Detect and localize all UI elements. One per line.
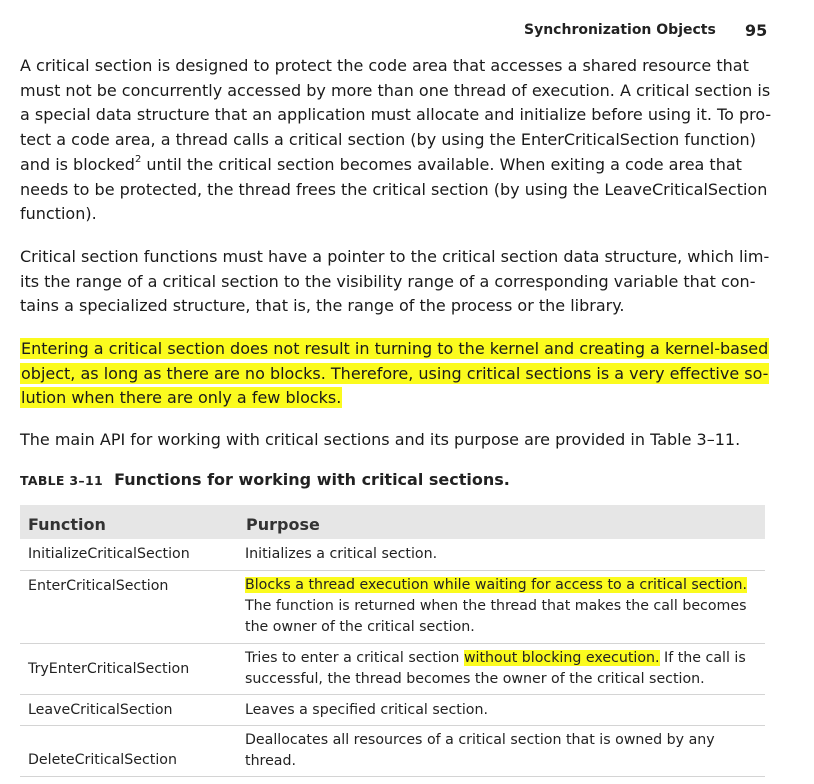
- table-row: [20, 726, 765, 777]
- table-row: [20, 571, 765, 644]
- highlighted-text: lution when there are only a few blocks.: [21, 388, 342, 408]
- text-line: The main API for working with critical sections and its purpose are provided in Table 3–11.: [20, 430, 741, 449]
- highlighted-text: without blocking execution.: [463, 650, 660, 666]
- text-fragment: and is blocked: [20, 154, 135, 174]
- column-header-function: Function: [28, 515, 106, 534]
- paragraph-function-pointer: [20, 245, 768, 319]
- text-fragment: until the critical section becomes available. When exiting a code area that: [141, 154, 742, 174]
- purpose-line: Leaves a specified critical section.: [245, 702, 488, 718]
- page-number: 95: [745, 21, 768, 40]
- purpose-line: Deallocates all resources of a critical section that is owned by any: [245, 732, 715, 748]
- highlighted-text: Entering a critical section does not result in turning to the kernel and creating a kernel-based: [21, 339, 769, 358]
- highlighted-text: Blocks a thread execution while waiting for access to a critical section.: [245, 577, 748, 593]
- table-title: Functions for working with critical sections.: [114, 470, 510, 489]
- table-row: [20, 695, 765, 726]
- purpose-line: The function is returned when the thread that makes the call becomes: [245, 597, 747, 614]
- paragraph-highlighted-kernel: [20, 337, 768, 411]
- text-line: tect a code area, a thread calls a critical section (by using the EnterCriticalSection function): [20, 130, 756, 150]
- function-purpose: [245, 544, 760, 565]
- purpose-line: the owner of the critical section.: [245, 618, 475, 635]
- purpose-line: [245, 648, 760, 669]
- function-purpose: [245, 700, 760, 721]
- highlighted-text: object, as long as there are no blocks. Therefore, using critical sections is a very effective so-: [21, 363, 769, 383]
- function-name: InitializeCriticalSection: [28, 546, 190, 562]
- purpose-line: [245, 575, 760, 596]
- text-line: Critical section functions must have a pointer to the critical section data structure, which lim-: [20, 247, 770, 266]
- text-line: needs to be protected, the thread frees the critical section (by using the LeaveCriticalSection: [20, 179, 768, 199]
- text-line: [20, 386, 768, 411]
- text-fragment: If the call is: [659, 650, 746, 666]
- footnote-marker: 2: [134, 154, 142, 166]
- text-line: [20, 362, 768, 387]
- paragraph-critical-section-intro: [20, 54, 772, 227]
- section-name: Synchronization Objects: [524, 22, 716, 38]
- function-name: DeleteCriticalSection: [28, 752, 177, 768]
- function-name: EnterCriticalSection: [28, 578, 169, 594]
- function-purpose: [245, 648, 760, 690]
- column-header-purpose: Purpose: [246, 515, 320, 534]
- purpose-line: Initializes a critical section.: [245, 546, 438, 562]
- functions-table: [20, 505, 765, 777]
- text-fragment: Tries to enter a critical section: [245, 650, 464, 666]
- purpose-line: successful, the thread becomes the owner of the critical section.: [245, 670, 705, 687]
- paragraph-main-api: [20, 428, 768, 453]
- text-line: A critical section is designed to protect the code area that accesses a shared resource that: [20, 56, 749, 75]
- table-row: [20, 539, 765, 571]
- text-line: a special data structure that an application must allocate and initialize before using it. To pro-: [20, 105, 772, 125]
- text-line: [20, 337, 768, 362]
- function-purpose: [245, 730, 760, 772]
- running-header: [0, 20, 814, 42]
- text-line: must not be concurrently accessed by more than one thread of execution. A critical section is: [20, 80, 771, 100]
- table-header: [20, 505, 765, 539]
- table-row: [20, 644, 765, 695]
- table-number: TABLE 3–11: [20, 473, 103, 488]
- purpose-line: thread.: [245, 752, 297, 769]
- table-caption: [20, 470, 780, 489]
- text-line: its the range of a critical section to the visibility range of a corresponding variable that con-: [20, 271, 756, 291]
- function-purpose: [245, 575, 760, 638]
- text-line: [20, 153, 768, 178]
- function-name: LeaveCriticalSection: [28, 702, 173, 718]
- text-line: tains a specialized structure, that is, the range of the process or the library.: [20, 296, 625, 316]
- text-line: function).: [20, 204, 97, 224]
- function-name: TryEnterCriticalSection: [28, 661, 190, 677]
